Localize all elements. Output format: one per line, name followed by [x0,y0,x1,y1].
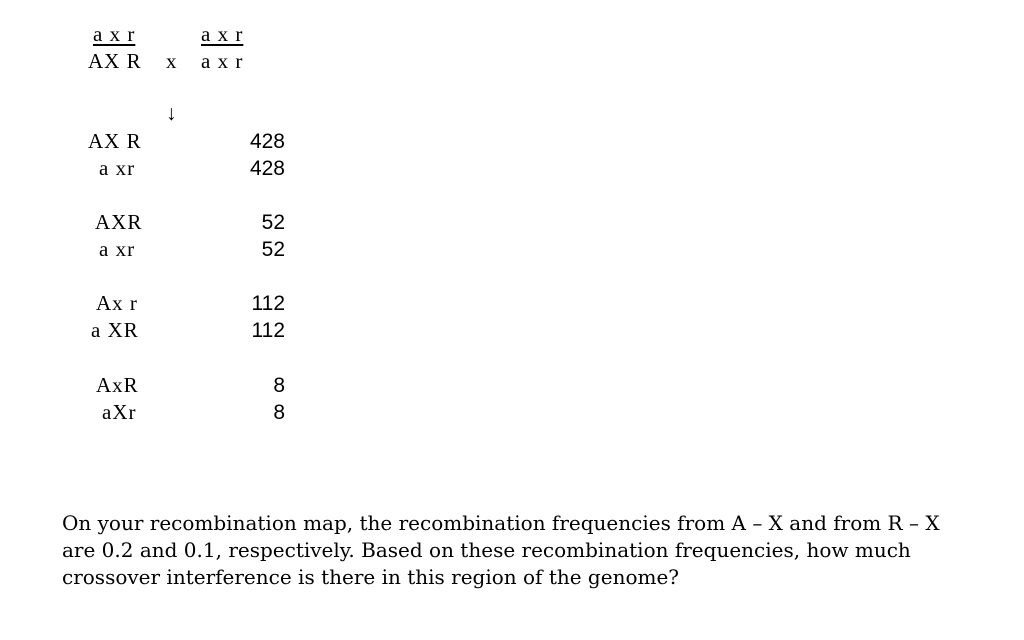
progeny-1-genotype-top: AX R [88,129,142,153]
progeny-3-count-top: 112 [251,292,285,315]
parent2-genotype-bottom: a x r [201,49,244,73]
parent1-genotype-top: a x r [93,22,136,46]
progeny-4-genotype-top: AxR [96,373,139,397]
progeny-2-genotype-bottom: a xr [99,237,136,261]
progeny-3-count-bottom: 112 [251,319,285,342]
parent1-genotype-bottom: AX R [88,49,142,73]
down-arrow-icon: ↓ [166,101,178,125]
progeny-4-count-bottom: 8 [273,401,285,424]
progeny-4-genotype-bottom: aXr [102,400,137,424]
progeny-2-count-bottom: 52 [261,238,285,261]
progeny-3-genotype-bottom: a XR [91,318,139,342]
progeny-4-count-top: 8 [273,374,285,397]
progeny-3-genotype-top: Ax r [96,291,138,315]
question-text: On your recombination map, the recombination frequencies from A – X and from R – X are 0.2 and 0.1, respectively. Based on these recombination frequencies, how much crossover interference is there in this region of the genome? [62,511,940,589]
progeny-1-count-top: 428 [249,130,285,153]
cross-symbol: x [166,49,178,73]
progeny-2-genotype-top: AXR [95,210,143,234]
progeny-1-genotype-bottom: a xr [99,156,136,180]
progeny-1-count-bottom: 428 [249,157,285,180]
parent2-genotype-top: a x r [201,22,244,46]
progeny-2-count-top: 52 [261,211,285,234]
